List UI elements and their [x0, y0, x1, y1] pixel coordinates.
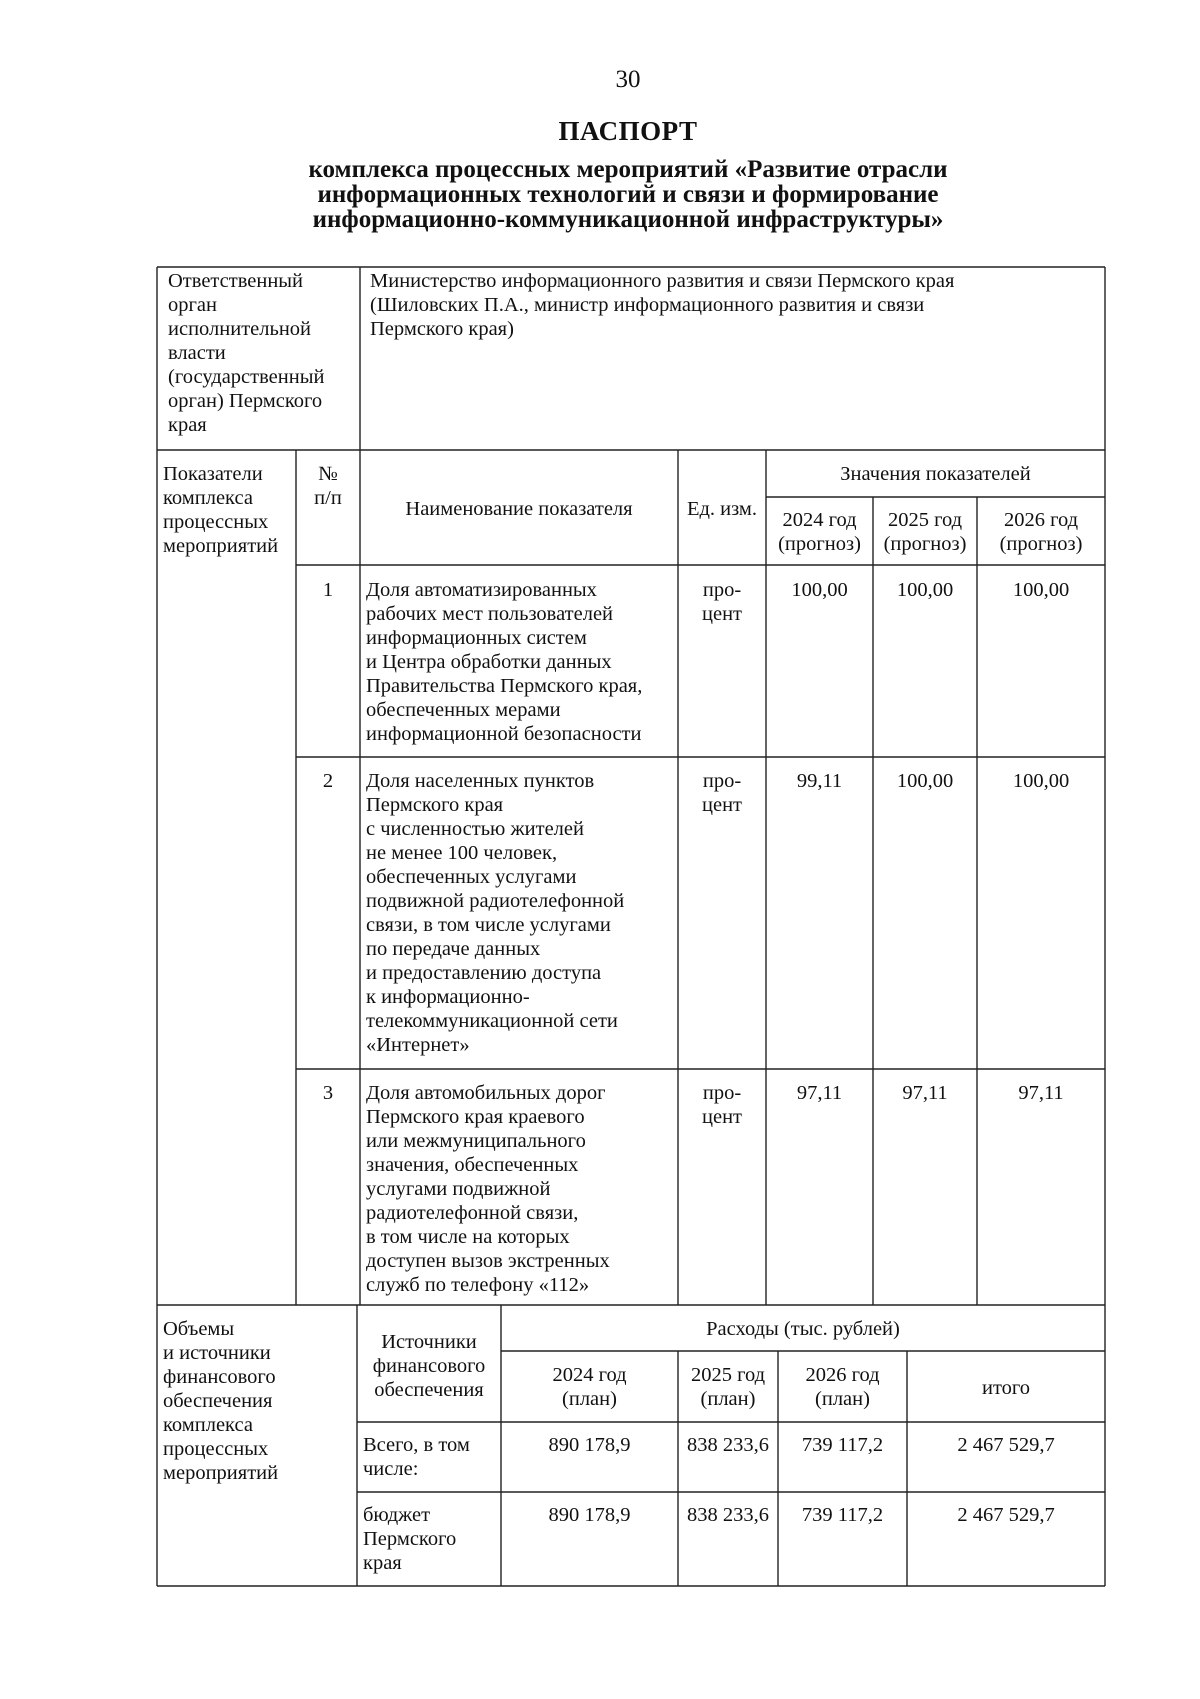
indicator-name-line: служб по телефону «112» — [366, 1274, 590, 1296]
finance-header-source-line: финансового — [372, 1355, 486, 1377]
indicator-name-line: не менее 100 человек, — [366, 842, 558, 864]
responsible-label-line: исполнительной — [168, 318, 312, 340]
indicator-name-line: и Центра обработки данных — [366, 651, 612, 673]
indicator-unit-line: про- — [702, 579, 742, 601]
indicator-unit-line: цент — [702, 1106, 742, 1128]
indicator-unit — [678, 578, 766, 626]
finance-value-2026: 739 117,2 — [801, 1504, 884, 1526]
indicators-label-line: мероприятий — [163, 535, 279, 557]
indicator-unit-line: цент — [702, 794, 742, 816]
indicator-value-2025: 100,00 — [896, 579, 954, 601]
indicator-name-line: подвижной радиотелефонной — [366, 890, 625, 912]
col-header-note: (прогноз) — [999, 533, 1083, 555]
finance-label-line: обеспечения — [163, 1390, 273, 1412]
indicator-name-line: Пермского края — [366, 794, 504, 816]
indicator-name-line: радиотелефонной связи, — [366, 1202, 579, 1224]
finance-header-year: 2025 год — [690, 1364, 766, 1386]
indicator-value-2026: 97,11 — [1018, 1082, 1064, 1104]
indicator-value-2025: 100,00 — [896, 770, 954, 792]
col-header-2025 — [873, 508, 977, 556]
indicator-num: 3 — [322, 1082, 334, 1104]
indicator-value-2026: 100,00 — [1012, 770, 1070, 792]
col-header-2024 — [766, 508, 873, 556]
col-header-note: (прогноз) — [778, 533, 861, 555]
indicator-name-line: к информационно- — [366, 986, 530, 1008]
responsible-label-line: края — [168, 414, 207, 436]
indicator-unit-line: про- — [702, 770, 742, 792]
finance-source-line: числе: — [363, 1458, 419, 1480]
finance-label-line: мероприятий — [163, 1462, 279, 1484]
responsible-label-line: Ответственный — [168, 270, 304, 292]
indicator-num: 2 — [322, 770, 334, 792]
indicator-name-line: по передаче данных — [366, 938, 541, 960]
col-header-year: 2024 год — [782, 509, 857, 531]
indicator-name — [366, 578, 676, 746]
finance-section-label — [163, 1317, 355, 1485]
finance-header-expenses: Расходы (тыс. рублей) — [706, 1318, 900, 1340]
subtitle-line: информационных технологий и связи и формирование — [317, 181, 939, 208]
document-subtitle — [240, 157, 1016, 232]
indicator-unit-line: про- — [702, 1082, 742, 1104]
indicator-value-2024: 99,11 — [796, 770, 843, 792]
indicator-name-line: Доля населенных пунктов — [366, 770, 595, 792]
finance-header-note: (план) — [815, 1388, 870, 1410]
finance-header-year: 2024 год — [552, 1364, 627, 1386]
finance-header-2026 — [778, 1363, 907, 1411]
col-header-year: 2026 год — [1003, 509, 1079, 531]
finance-header-total: итого — [981, 1377, 1031, 1399]
finance-value-2025: 838 233,6 — [687, 1504, 769, 1526]
indicator-name-line: Пермского края краевого — [366, 1106, 585, 1128]
finance-source — [363, 1503, 499, 1575]
finance-header-source-line: обеспечения — [374, 1379, 484, 1401]
col-header-note: (прогноз) — [883, 533, 967, 555]
indicator-name — [366, 1081, 676, 1297]
indicator-name-line: информационных систем — [366, 627, 587, 649]
finance-label-line: финансового — [163, 1366, 276, 1388]
indicator-value-2024: 97,11 — [796, 1082, 843, 1104]
page-number: 30 — [615, 66, 641, 93]
indicator-name-line: телекоммуникационной сети — [366, 1010, 618, 1032]
finance-value-total: 2 467 529,7 — [957, 1504, 1055, 1526]
finance-header-note: (план) — [700, 1388, 756, 1410]
finance-header-year: 2026 год — [805, 1364, 880, 1386]
responsible-value — [370, 269, 1100, 341]
col-header-unit: Ед. изм. — [686, 498, 758, 520]
indicator-unit — [678, 769, 766, 817]
col-header-name: Наименование показателя — [405, 498, 633, 520]
finance-header-source — [357, 1330, 501, 1402]
indicator-unit-line: цент — [702, 603, 742, 625]
indicator-value-2025: 97,11 — [902, 1082, 948, 1104]
indicator-name-line: услугами подвижной — [366, 1178, 551, 1200]
indicator-num: 1 — [322, 579, 334, 601]
indicator-name-line: Доля автомобильных дорог — [366, 1082, 606, 1104]
finance-source-line: Пермского — [363, 1528, 457, 1550]
finance-source-line: бюджет — [363, 1504, 431, 1526]
finance-header-2024 — [501, 1363, 678, 1411]
responsible-value-line: Пермского края) — [370, 318, 514, 340]
indicator-name-line: обеспеченных мерами — [366, 699, 561, 721]
indicators-label-line: комплекса — [163, 487, 253, 509]
indicator-name-line: и предоставлению доступа — [366, 962, 602, 984]
finance-header-note: (план) — [562, 1388, 617, 1410]
indicators-section-label — [163, 462, 295, 558]
finance-value-2024: 890 178,9 — [548, 1504, 631, 1526]
indicator-name-line: доступен вызов экстренных — [366, 1250, 610, 1272]
indicator-value-2024: 100,00 — [791, 579, 848, 601]
indicator-name — [366, 769, 676, 1057]
responsible-label — [168, 269, 358, 437]
finance-source-line: края — [363, 1552, 402, 1574]
finance-label-line: процессных — [163, 1438, 269, 1460]
responsible-value-line: (Шиловских П.А., министр информационного развития и связи — [370, 294, 925, 316]
subtitle-line: комплекса процессных мероприятий «Развитие отрасли — [308, 156, 948, 183]
finance-label-line: Объемы — [163, 1318, 235, 1340]
indicator-name-line: или межмуниципального — [366, 1130, 586, 1152]
finance-value-total: 2 467 529,7 — [957, 1434, 1055, 1456]
finance-source-line: Всего, в том — [363, 1434, 470, 1456]
indicator-value-2026: 100,00 — [1012, 579, 1070, 601]
indicators-label-line: процессных — [163, 511, 269, 533]
col-header-num-line: № — [318, 463, 338, 485]
col-header-num — [296, 462, 360, 510]
indicator-name-line: с численностью жителей — [366, 818, 584, 840]
subtitle-line: информационно-коммуникационной инфраструктуры» — [312, 206, 944, 233]
indicator-name-line: значения, обеспеченных — [366, 1154, 579, 1176]
col-header-num-line: п/п — [314, 487, 342, 509]
finance-header-source-line: Источники — [381, 1331, 477, 1353]
finance-value-2026: 739 117,2 — [801, 1434, 884, 1456]
finance-value-2024: 890 178,9 — [548, 1434, 631, 1456]
finance-value-2025: 838 233,6 — [687, 1434, 769, 1456]
responsible-label-line: орган) Пермского — [168, 390, 323, 412]
responsible-label-line: орган — [168, 294, 217, 316]
indicator-name-line: рабочих мест пользователей — [366, 603, 614, 625]
indicators-label-line: Показатели — [163, 463, 263, 485]
col-header-values-group: Значения показателей — [840, 463, 1031, 485]
finance-label-line: комплекса — [163, 1414, 253, 1436]
page-title: ПАСПОРТ — [558, 116, 698, 146]
indicator-name-line: Правительства Пермского края, — [366, 675, 643, 697]
finance-source — [363, 1433, 499, 1481]
responsible-label-line: власти — [168, 342, 226, 364]
indicator-name-line: связи, в том числе услугами — [366, 914, 611, 936]
indicator-unit — [678, 1081, 766, 1129]
col-header-2026 — [977, 508, 1105, 556]
indicator-name-line: «Интернет» — [366, 1034, 470, 1056]
indicator-name-line: обеспеченных услугами — [366, 866, 577, 888]
indicator-name-line: в том числе на которых — [366, 1226, 570, 1248]
col-header-year: 2025 год — [887, 509, 963, 531]
finance-header-2025 — [678, 1363, 778, 1411]
finance-label-line: и источники — [163, 1342, 271, 1364]
indicator-name-line: информационной безопасности — [366, 723, 642, 745]
indicator-name-line: Доля автоматизированных — [366, 579, 597, 601]
responsible-value-line: Министерство информационного развития и связи Пермского края — [370, 270, 955, 292]
responsible-label-line: (государственный — [168, 366, 325, 388]
